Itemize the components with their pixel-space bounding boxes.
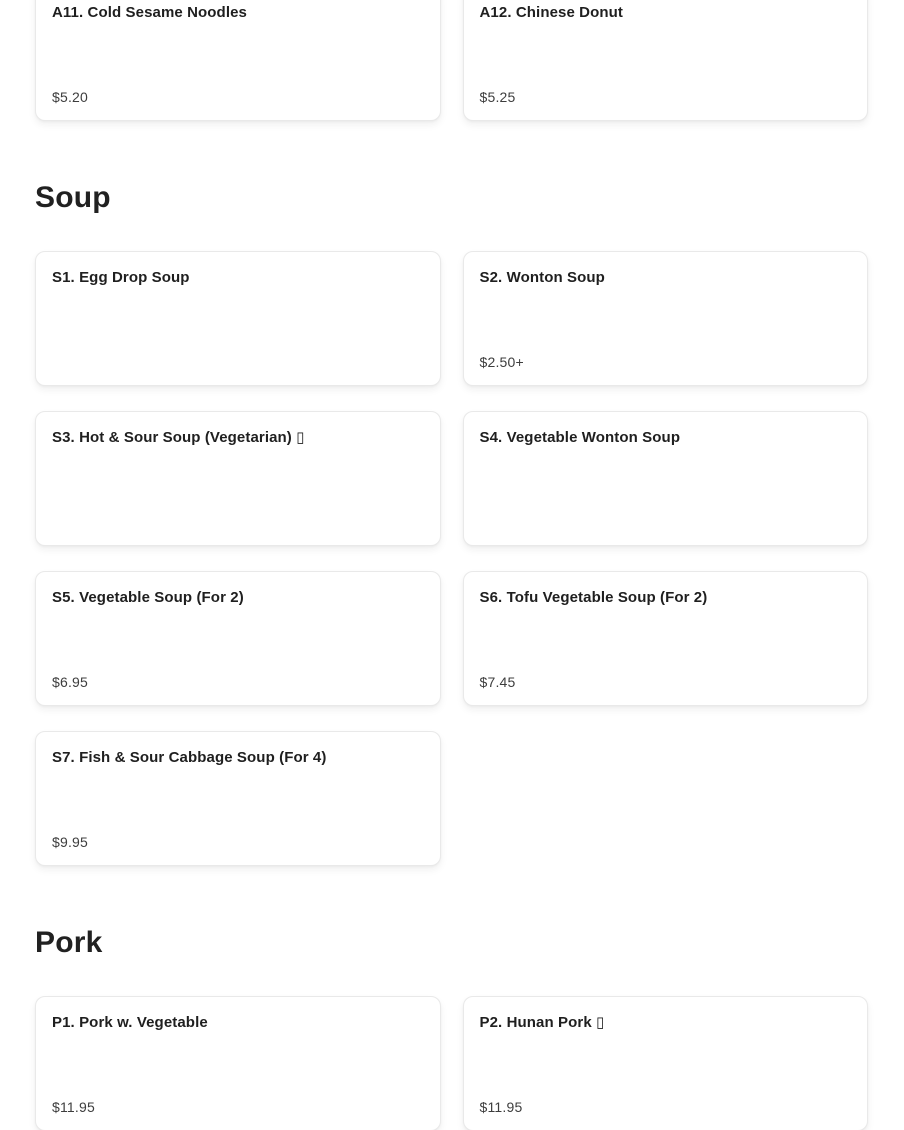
section-items-grid [35,251,868,866]
menu-item-price [480,514,852,531]
menu-item-card[interactable] [463,571,869,706]
menu-item-name: A11. Cold Sesame Noodles [52,4,247,21]
section-heading: Pork [35,926,103,959]
menu-item-price: $11.95 [479,1099,523,1115]
menu-item-name: P2. Hunan Pork ▯ [479,1014,605,1031]
menu-item-price: $6.95 [52,674,89,690]
menu-item-name: S2. Wonton Soup [479,269,605,286]
menu-item-name: S5. Vegetable Soup (For 2) [52,589,244,606]
menu-item-price: $5.20 [52,89,89,105]
menu-item-card[interactable] [35,0,441,121]
menu-item-card[interactable] [463,411,869,546]
menu-item-card[interactable] [35,411,441,546]
menu-item-name: S6. Tofu Vegetable Soup (For 2) [479,589,708,606]
section-heading: Soup [35,181,111,214]
menu-item-card[interactable] [35,571,441,706]
menu-item-price: $9.95 [52,834,89,850]
menu-item-card[interactable] [35,731,441,866]
menu-item-price [52,354,424,371]
menu-item-price: $7.45 [479,674,516,690]
menu-item-card[interactable] [35,996,441,1130]
menu-item-name: S4. Vegetable Wonton Soup [479,429,681,446]
menu-item-card[interactable] [35,251,441,386]
section-items-grid [35,0,868,121]
menu-section [35,0,868,121]
menu-item-card[interactable] [463,0,869,121]
menu-item-card[interactable] [463,996,869,1130]
section-items-grid [35,996,868,1130]
menu-item-name: S7. Fish & Sour Cabbage Soup (For 4) [52,749,327,766]
menu-section [35,928,868,1130]
menu-item-name: P1. Pork w. Vegetable [52,1014,208,1031]
menu-item-price: $2.50+ [479,354,524,370]
menu-item-name: S3. Hot & Sour Soup (Vegetarian) ▯ [52,429,305,446]
menu-item-price: $5.25 [479,89,516,105]
menu-section [35,183,868,866]
menu-sections [35,0,868,1130]
menu-item-name: A12. Chinese Donut [479,4,623,21]
menu-item-price [52,514,424,531]
menu-item-name: S1. Egg Drop Soup [52,269,190,286]
menu-item-card[interactable] [463,251,869,386]
menu-item-price: $11.95 [52,1099,95,1115]
